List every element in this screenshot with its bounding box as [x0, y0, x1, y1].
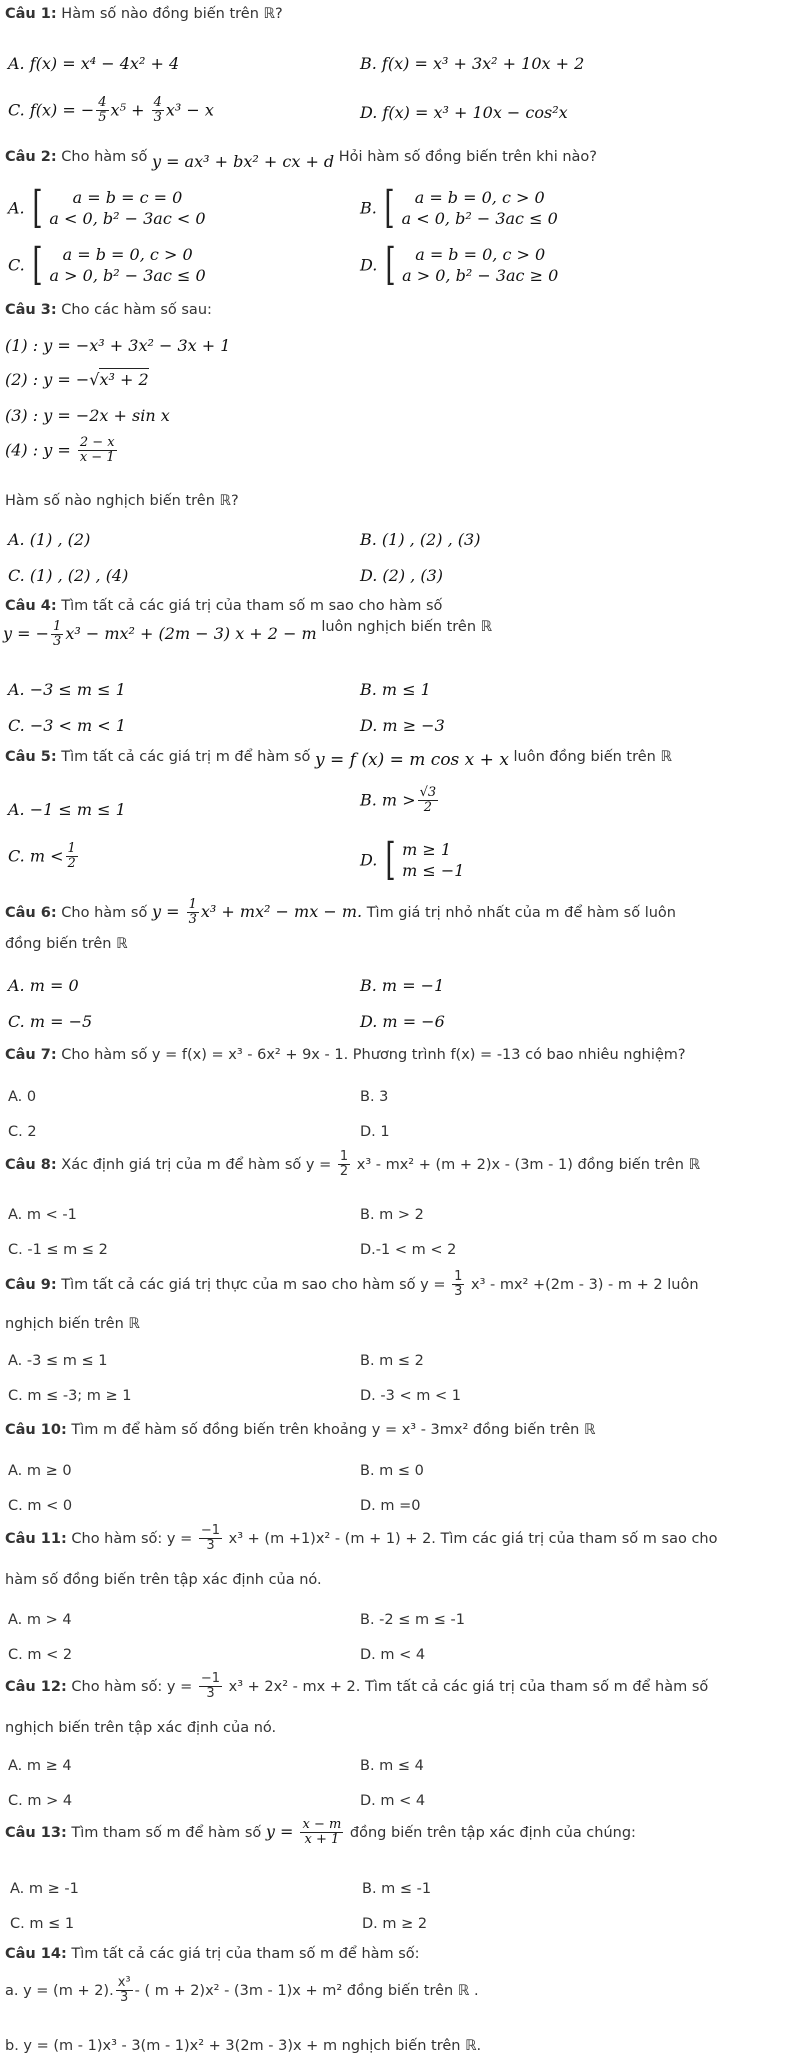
question-5: Câu 5: Tìm tất cả các giá trị m để hàm số y = f (x) = m cos x + x luôn đồng biến trên ℝ — [5, 749, 672, 770]
question-4-function: y = − $\frac{1}{3}$ x³ − mx² + (2m − 3) x + 2 − m luôn nghịch biến trên ℝ — [3, 618, 493, 650]
option-c: C. m ≤ -3; m ≥ 1 — [8, 1388, 132, 1404]
option-c: C. m > 4 — [8, 1793, 73, 1809]
part-b: b. y = (m - 1)x³ - 3(m - 1)x² + 3(2m - 3)x + m nghịch biến trên ℝ. — [5, 2038, 482, 2054]
question-label: Câu 10: — [5, 1422, 67, 1438]
question-text-continued: hàm số đồng biến trên tập xác định của nó. — [5, 1572, 322, 1588]
option-c: C. m = −5 — [8, 1012, 93, 1031]
option-b: B. 3 — [360, 1089, 389, 1105]
option-b: B. -2 ≤ m ≤ -1 — [360, 1612, 465, 1628]
question-label: Câu 8: — [5, 1156, 57, 1173]
question-6: Câu 6: Cho hàm số y = $\frac{1}{3}$ x³ + mx² − mx − m. Tìm giá trị nhỏ nhất của m để hàm số luôn — [5, 897, 676, 928]
option-b: B. m = −1 — [360, 976, 445, 995]
option-d: D. m < 4 — [360, 1647, 426, 1663]
option-d: D. [ m ≥ 1 m ≤ −1 — [360, 834, 465, 885]
question-text: Hàm số nào đồng biến trên ℝ? — [61, 6, 283, 22]
option-d: D. m =0 — [360, 1498, 421, 1514]
question-14: Câu 14: Tìm tất cả các giá trị của tham số m để hàm số: — [5, 1946, 420, 1962]
function-3: (3) : y = −2x + sin x — [5, 406, 170, 425]
option-b: B. m ≤ 4 — [360, 1758, 424, 1774]
option-a: A. m ≥ -1 — [10, 1881, 79, 1897]
option-c: C. m < $\frac{1}{2}$ — [8, 841, 76, 872]
option-c: C. m < 0 — [8, 1498, 73, 1514]
question-2: Câu 2: Cho hàm số y = ax³ + bx² + cx + d Hỏi hàm số đồng biến trên khi nào? — [5, 149, 597, 171]
option-d: D. m < 4 — [360, 1793, 426, 1809]
option-b: B. m ≤ -1 — [362, 1881, 432, 1897]
question-text-continued: nghịch biến trên ℝ — [5, 1316, 140, 1332]
question-8: Câu 8: Xác định giá trị của m để hàm số y = $\frac{1}{2}$ x³ - mx² + (m + 2)x - (3m - 1) đồng biến trên ℝ — [5, 1149, 701, 1180]
function-1: (1) : y = −x³ + 3x² − 3x + 1 — [5, 336, 231, 355]
option-c: C. f(x) = − $\frac{4}{5}$ x⁵ + $\frac{4}{3}$ x³ − x — [8, 95, 214, 126]
question-label: Câu 4: — [5, 598, 57, 614]
question-label: Câu 1: — [5, 6, 57, 22]
option-a: A. (1) , (2) — [8, 530, 91, 549]
question-text-continued: đồng biến trên ℝ — [5, 936, 128, 952]
option-a: A. f(x) = x⁴ − 4x² + 4 — [8, 54, 180, 73]
option-d: D. m ≥ −3 — [360, 716, 445, 735]
part-a: a. y = (m + 2). $\frac{\text{x³}}{3}$ - ( m + 2)x² - (3m - 1)x + m² đồng biến trên ℝ . — [5, 1975, 479, 2006]
option-a: A. m ≥ 0 — [8, 1463, 72, 1479]
option-b: B. (1) , (2) , (3) — [360, 530, 481, 549]
option-a: A. 0 — [8, 1089, 37, 1105]
function-2: (2) : y = −√x³ + 2 — [5, 370, 149, 389]
question-label: Câu 14: — [5, 1946, 67, 1962]
option-b: B. m ≤ 0 — [360, 1463, 424, 1479]
question-label: Câu 5: — [5, 749, 57, 765]
option-c: C. m ≤ 1 — [10, 1916, 75, 1932]
option-c: C. -1 ≤ m ≤ 2 — [8, 1242, 108, 1258]
option-c: C. 2 — [8, 1124, 37, 1140]
question-text: Hàm số nào nghịch biến trên ℝ? — [5, 493, 239, 509]
option-b: B. f(x) = x³ + 3x² + 10x + 2 — [360, 54, 585, 73]
option-b: B. m ≤ 2 — [360, 1353, 424, 1369]
option-d: D. 1 — [360, 1124, 390, 1140]
option-a: A. [ a = b = c = 0 a < 0, b² − 3ac < 0 — [8, 182, 206, 233]
option-b: B. [ a = b = 0, c > 0 a < 0, b² − 3ac ≤ 0 — [360, 182, 558, 233]
question-label: Câu 9: — [5, 1276, 57, 1293]
option-c: C. −3 < m < 1 — [8, 716, 126, 735]
option-d: D. m = −6 — [360, 1012, 445, 1031]
option-a: A. m > 4 — [8, 1612, 72, 1628]
question-1 — [5, 6, 283, 23]
question-label: Câu 6: — [5, 904, 57, 921]
option-d: D. f(x) = x³ + 10x − cos²x — [360, 103, 568, 122]
option-c: C. [ a = b = 0, c > 0 a > 0, b² − 3ac ≤ 0 — [8, 239, 206, 290]
option-c: C. (1) , (2) , (4) — [8, 566, 129, 585]
option-c: C. m < 2 — [8, 1647, 73, 1663]
question-3: Câu 3: Cho các hàm số sau: — [5, 302, 212, 318]
function-4: (4) : y = $\frac{2 - x}{x - 1}$ — [5, 435, 115, 466]
option-d: D.-1 < m < 2 — [360, 1242, 457, 1258]
question-7: Câu 7: Cho hàm số y = f(x) = x³ - 6x² + 9x - 1. Phương trình f(x) = -13 có bao nhiêu nghiệm? — [5, 1047, 686, 1063]
option-a: A. −3 ≤ m ≤ 1 — [8, 680, 126, 699]
option-d: D. [ a = b = 0, c > 0 a > 0, b² − 3ac ≥ 0 — [360, 239, 559, 290]
question-4: Câu 4: Tìm tất cả các giá trị của tham số m sao cho hàm số — [5, 598, 443, 614]
option-a: A. m < -1 — [8, 1207, 77, 1223]
option-b: B. m > 2 — [360, 1207, 424, 1223]
question-13: Câu 13: Tìm tham số m để hàm số y = $\frac{x - m}{x + 1}$ đồng biến trên tập xác định của chúng: — [5, 1817, 636, 1848]
question-text-continued: nghịch biến trên tập xác định của nó. — [5, 1720, 277, 1736]
option-a: A. -3 ≤ m ≤ 1 — [8, 1353, 108, 1369]
option-d: D. -3 < m < 1 — [360, 1388, 461, 1404]
option-a: A. m ≥ 4 — [8, 1758, 72, 1774]
option-b: B. m > $\frac{√3}{2}$ — [360, 785, 437, 816]
option-b: B. m ≤ 1 — [360, 680, 431, 699]
question-label: Câu 12: — [5, 1678, 67, 1695]
question-10: Câu 10: Tìm m để hàm số đồng biến trên khoảng y = x³ - 3mx² đồng biến trên ℝ — [5, 1422, 596, 1438]
option-a: A. m = 0 — [8, 976, 79, 995]
question-label: Câu 2: — [5, 149, 57, 165]
option-a: A. −1 ≤ m ≤ 1 — [8, 800, 126, 819]
option-d: D. (2) , (3) — [360, 566, 444, 585]
question-9: Câu 9: Tìm tất cả các giá trị thực của m sao cho hàm số y = $\frac{1}{3}$ x³ - mx² +(2m - 3) - m + 2 luôn — [5, 1269, 699, 1300]
question-label: Câu 7: — [5, 1047, 57, 1063]
option-d: D. m ≥ 2 — [362, 1916, 428, 1932]
question-12: Câu 12: Cho hàm số: y = $\frac{-1}{3}$ x³ + 2x² - mx + 2. Tìm tất cả các giá trị của tham số m để hàm số — [5, 1671, 709, 1702]
question-label: Câu 11: — [5, 1530, 67, 1547]
question-label: Câu 3: — [5, 302, 57, 318]
question-11: Câu 11: Cho hàm số: y = $\frac{-1}{3}$ x³ + (m +1)x² - (m + 1) + 2. Tìm các giá trị của tham số m sao cho — [5, 1523, 718, 1554]
question-label: Câu 13: — [5, 1824, 67, 1841]
